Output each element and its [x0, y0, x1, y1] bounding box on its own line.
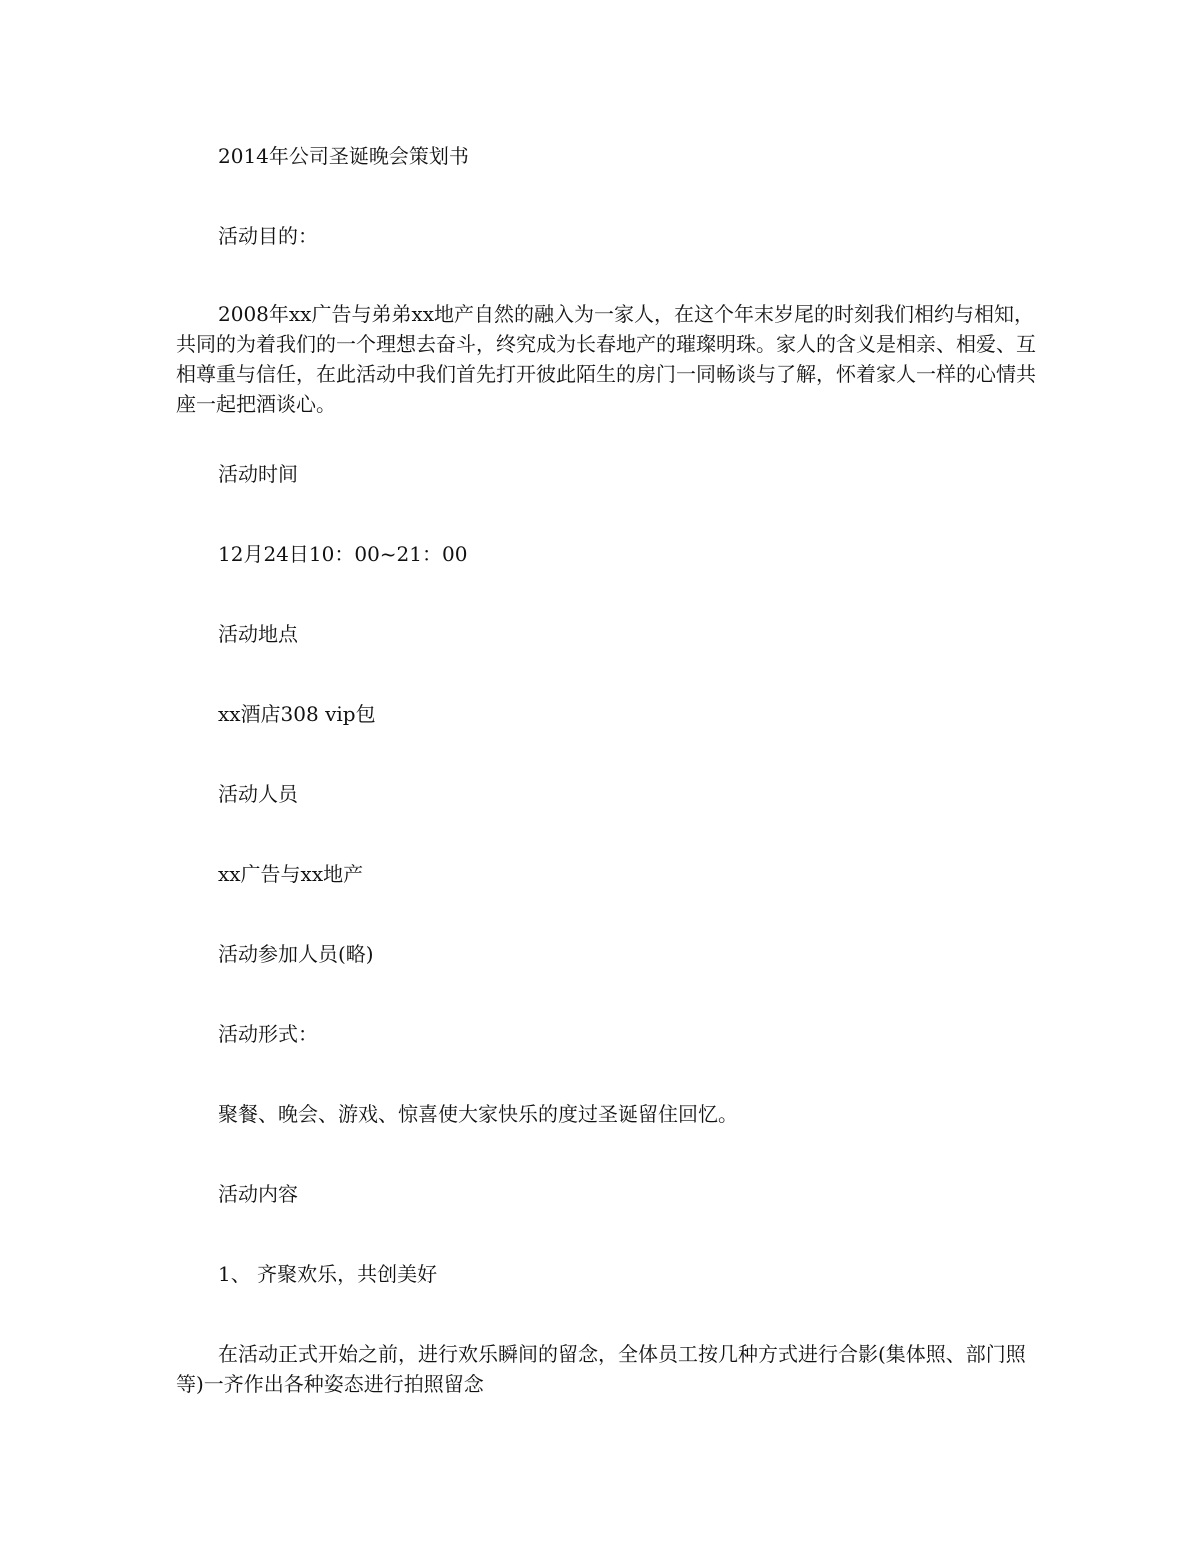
heading-activity-location: 活动地点: [218, 622, 298, 646]
heading-activity-content: 活动内容: [218, 1182, 298, 1206]
paragraph-group-photo: 在活动正式开始之前，进行欢乐瞬间的留念，全体员工按几种方式进行合影(集体照、部门照等)一齐作出各种姿态进行拍照留念: [176, 1342, 1026, 1396]
list-item-1-heading: 1、 齐聚欢乐，共创美好: [218, 1262, 438, 1286]
heading-activity-purpose: 活动目的：: [218, 224, 318, 248]
heading-activity-time: 活动时间: [218, 462, 298, 486]
text-activity-location: xx酒店308 vip包: [218, 702, 376, 726]
heading-activity-personnel: 活动人员: [218, 782, 298, 806]
text-activity-time: 12月24日10：00~21：00: [218, 542, 468, 566]
document-title: 2014年公司圣诞晚会策划书: [218, 144, 469, 168]
text-activity-format: 聚餐、晚会、游戏、惊喜使大家快乐的度过圣诞留住回忆。: [218, 1102, 738, 1126]
text-participants: 活动参加人员(略): [218, 942, 374, 966]
text-activity-personnel: xx广告与xx地产: [218, 862, 364, 886]
heading-activity-format: 活动形式：: [218, 1022, 318, 1046]
paragraph-activity-purpose: 2008年xx广告与弟弟xx地产自然的融入为一家人，在这个年末岁尾的时刻我们相约与相知，共同的为着我们的一个理想去奋斗，终究成为长春地产的璀璨明珠。家人的含义是相亲、相爱、互相尊重与信任，在此活动中我们首先打开彼此陌生的房门一同畅谈与了解，怀着家人一样的心情共座一起把酒谈心。: [176, 302, 1036, 416]
